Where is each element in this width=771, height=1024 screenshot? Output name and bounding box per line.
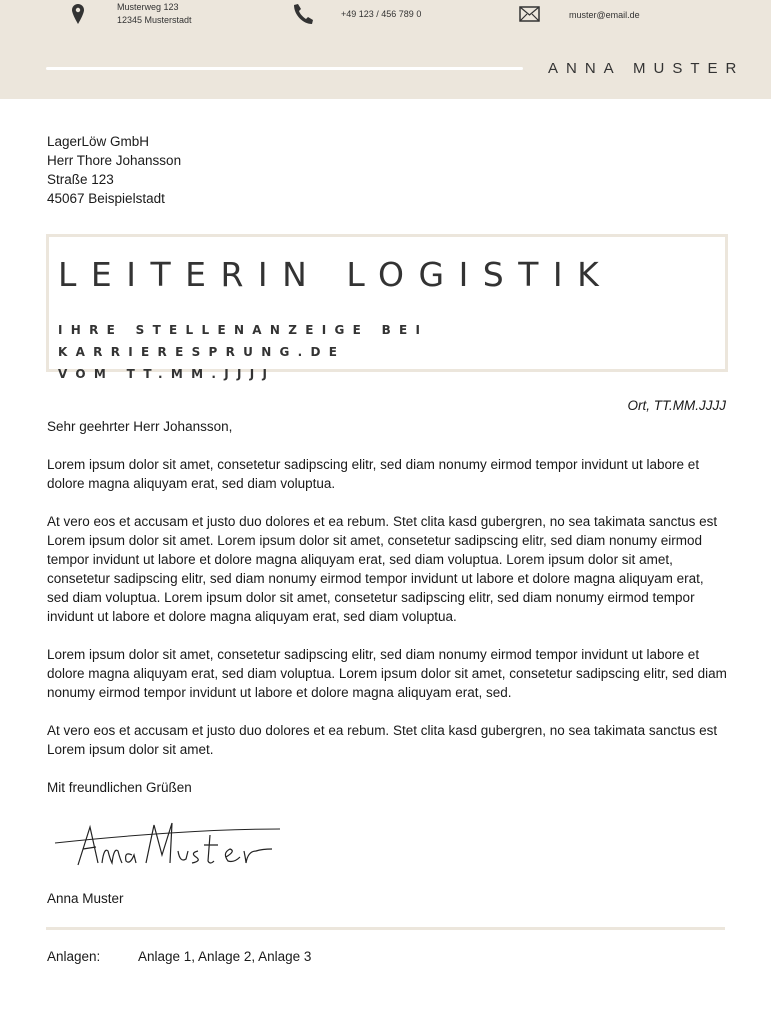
attachments-label: Anlagen: xyxy=(47,949,101,964)
subject-title: LEITERIN LOGISTIK xyxy=(58,255,614,294)
phone: +49 123 / 456 789 0 xyxy=(341,9,422,19)
paragraph: At vero eos et accusam et justo duo dolores et ea rebum. Stet clita kasd gubergren, no sea takimata sanctus est Lorem ipsum dolor sit amet. xyxy=(47,723,718,757)
place-date: Ort, TT.MM.JJJJ xyxy=(627,398,726,413)
subject-line-2: VOM TT.MM.JJJJ xyxy=(58,367,276,381)
address xyxy=(117,1,192,27)
salutation: Sehr geehrter Herr Johansson, xyxy=(47,419,233,434)
paragraph: At vero eos et accusam et justo duo dolores et ea rebum. Stet clita kasd gubergren, no sea takimata sanctus est Lorem ipsum dolor sit amet. Lorem ipsum dolor sit amet, consetetur sadipscing elitr, sed diam nonumy eirmod tempor invidunt ut labore et dolore magna aliquyam erat, sed diam voluptua. Lorem ipsum dolor sit amet, consetetur sadipscing elitr, sed diam nonumy eirmod tempor invidunt ut labore et dolore magna aliquyam erat, sed diam voluptua. Lorem ipsum dolor sit amet, consetetur sadipscing elitr, sed diam nonumy eirmod tempor invidunt ut labore et dolore magna aliquyam erat, sed diam voluptua. xyxy=(47,514,718,624)
email: muster@email.de xyxy=(569,10,640,20)
paragraph: Lorem ipsum dolor sit amet, consetetur sadipscing elitr, sed diam nonumy eirmod tempor invidunt ut labore et dolore magna aliquyam erat, sed diam voluptua. Lorem ipsum dolor sit amet, consetetur sadipscing elitr, sed diam nonumy eirmod tempor invidunt ut labore et dolore magna aliquyam erat, sed. xyxy=(47,647,727,700)
city: 12345 Musterstadt xyxy=(117,15,192,25)
subject-line xyxy=(58,319,718,385)
location-pin-icon xyxy=(72,4,84,24)
signer-name: Anna Muster xyxy=(47,891,124,906)
subject-box xyxy=(46,234,728,381)
recipient-city: 45067 Beispielstadt xyxy=(47,191,165,206)
paragraph: Lorem ipsum dolor sit amet, consetetur sadipscing elitr, sed diam nonumy eirmod tempor invidunt ut labore et dolore magna aliquyam erat, sed diam voluptua. xyxy=(47,457,700,491)
recipient-street: Straße 123 xyxy=(47,172,114,187)
street: Musterweg 123 xyxy=(117,2,179,12)
letter-header xyxy=(0,0,771,99)
subject-line-1: IHRE STELLENANZEIGE BEI KARRIERESPRUNG.DE xyxy=(58,323,429,359)
handwritten-signature xyxy=(50,815,290,875)
header-divider xyxy=(46,67,523,70)
recipient-person: Herr Thore Johansson xyxy=(47,153,182,168)
attachments-divider xyxy=(46,927,725,930)
closing: Mit freundlichen Grüßen xyxy=(47,780,192,795)
sender-name: ANNA MUSTER xyxy=(548,60,745,77)
recipient-address xyxy=(47,132,181,208)
envelope-icon xyxy=(519,6,540,22)
phone-icon xyxy=(291,3,315,25)
recipient-company: LagerLöw GmbH xyxy=(47,134,150,149)
letter-body xyxy=(47,417,727,816)
attachments-list: Anlage 1, Anlage 2, Anlage 3 xyxy=(138,949,312,964)
